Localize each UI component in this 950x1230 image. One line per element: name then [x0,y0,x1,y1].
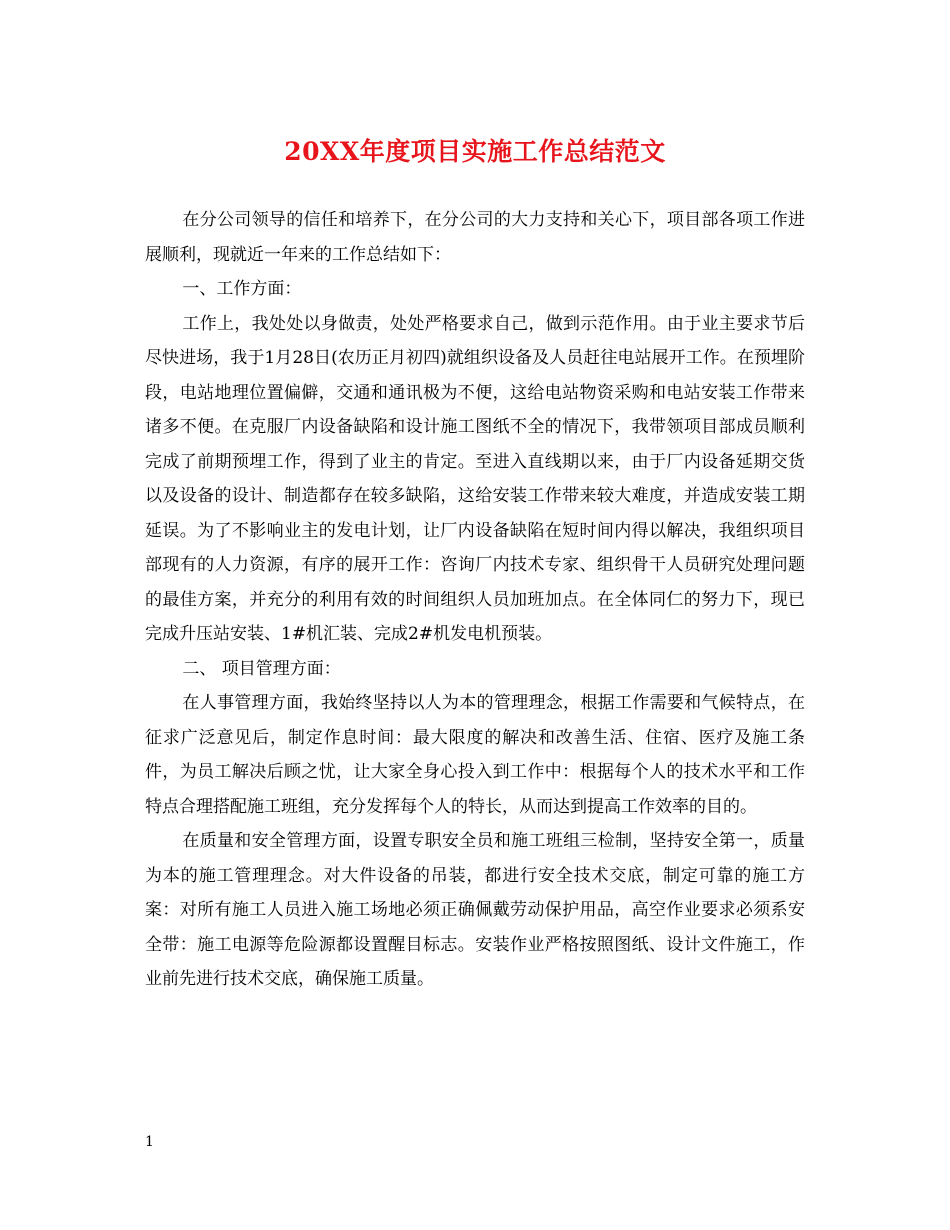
paragraph-personnel: 在人事管理方面，我始终坚持以人为本的管理理念，根据工作需要和气候特点，在征求广泛意见后，制定作息时间：最大限度的解决和改善生活、住宿、医疗及施工条件，为员工解决后顾之忧，让大家全身心投入到工作中：根据每个人的技术水平和工作特点合理搭配施工班组，充分发挥每个人的特长，从而达到提高工作效率的目的。 [145,693,805,817]
section-heading-management: 二、 项目管理方面： [182,658,341,679]
document-body [145,203,805,997]
document-title: 20XX年度项目实施工作总结范文 [284,137,666,166]
section-heading-work: 一、工作方面： [182,279,302,299]
paragraph-quality-safety: 在质量和安全管理方面，设置专职安全员和施工班组三检制，坚持安全第一，质量为本的施工管理理念。对大件设备的吊装，都进行安全技术交底，制定可靠的施工方案：对所有施工人员进入施工场地必须正确佩戴劳动保护用品，高空作业要求必须系安全带：施工电源等危险源都设置醒目标志。安装作业严格按照图纸、设计文件施工，作业前先进行技术交底，确保施工质量。 [145,831,805,989]
paragraph-work: 工作上，我处处以身做责，处处严格要求自己，做到示范作用。由于业主要求节后尽快进场，我于1月28日(农历正月初四)就组织设备及人员赶往电站展开工作。在预埋阶段，电站地理位置偏僻，交通和通讯极为不便，这给电站物资采购和电站安装工作带来诸多不便。在克服厂内设备缺陷和设计施工图纸不全的情况下，我带领项目部成员顺利完成了前期预埋工作，得到了业主的肯定。至进入直线期以来，由于厂内设备延期交货以及设备的设计、制造都存在较多缺陷，这给安装工作带来较大难度，并造成安装工期延误。为了不影响业主的发电计划，让厂内设备缺陷在短时间内得以解决，我组织项目部现有的人力资源，有序的展开工作：咨询厂内技术专家、组织骨干人员研究处理问题的最佳方案，并充分的利用有效的时间组织人员加班加点。在全体同仁的努力下，现已完成升压站安装、1#机汇装、完成2#机发电机预装。 [145,313,805,644]
page-number: 1 [145,1134,154,1150]
paragraph-intro: 在分公司领导的信任和培养下，在分公司的大力支持和关心下，项目部各项工作进展顺利，现就近一年来的工作总结如下： [145,210,805,265]
